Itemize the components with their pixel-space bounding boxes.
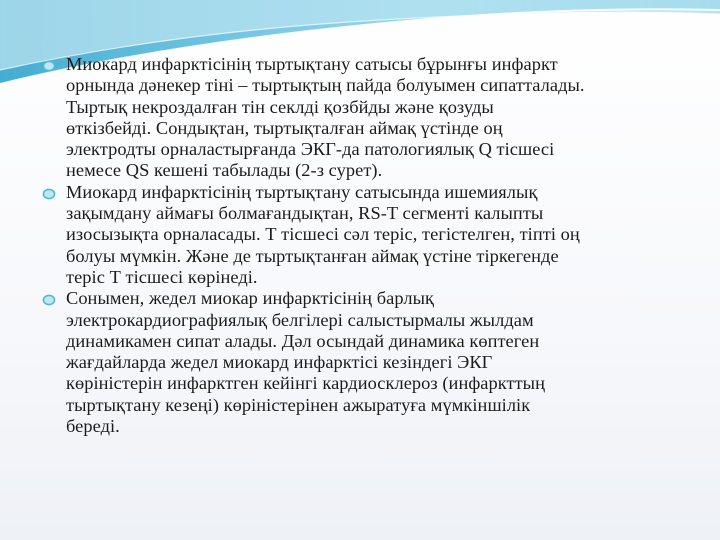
circle-bullet-icon — [42, 60, 56, 72]
circle-bullet-icon — [42, 294, 56, 306]
text-line: зақымдану аймағы болмағандықтан, RS-T сегменті калыпты — [66, 203, 544, 224]
text-line: теріс Т тісшесі көрінеді. — [66, 266, 258, 287]
bullet-text — [66, 182, 692, 288]
text-line: Миокард инфарктісінің тыртықтану сатысы бұрынғы инфаркт — [66, 54, 558, 74]
bullet-item — [42, 288, 692, 437]
text-line: немесе QS кешені табылады (2-з сурет). — [66, 160, 383, 181]
text-line: Миокард инфарктісінің тыртықтану сатысында ишемиялық — [66, 181, 538, 202]
bullet-item — [42, 54, 692, 182]
text-line: болуы мүмкін. Және де тыртықтанған аймақ үстіне тіркегенде — [66, 245, 559, 266]
circle-bullet-icon — [42, 188, 56, 200]
text-line: изосызықта орналасады. Т тісшесі сәл теріс, тегістелген, тіпті оң — [66, 224, 580, 245]
bullet-text — [66, 288, 692, 437]
text-line: жағдайларда жедел миокард инфарктісі кезіндегі ЭКГ — [66, 352, 493, 373]
bullet-text — [66, 54, 692, 182]
text-line: көріністерін инфарктген кейінгі кардиосклероз (инфаркттың — [66, 373, 545, 394]
text-line: береді. — [66, 416, 120, 437]
bullet-list — [42, 50, 692, 437]
text-line: электрокардиографиялық белгілері салыстырмалы жылдам — [66, 309, 534, 330]
bullet-item — [42, 182, 692, 288]
text-line: Сонымен, жедел миокар инфарктісінің барлық — [66, 288, 434, 309]
text-line: электродты орналастырғанда ЭКГ-да патологиялық Q тісшесі — [66, 139, 555, 160]
text-line: динамикамен сипат алады. Дәл осындай динамика көптеген — [66, 330, 540, 351]
text-line: тыртықтану кезеңі) көріністерінен ажыратуға мүмкіншілік — [66, 394, 531, 415]
text-line: Тыртық некроздалған тін секлді қозбйды және қозуды — [66, 96, 494, 117]
text-line: өткізбейді. Сондықтан, тыртықталған аймақ үстінде оң — [66, 117, 503, 138]
text-line: орнында дәнекер тіні – тыртықтың пайда болуымен сипатталады. — [66, 75, 585, 96]
